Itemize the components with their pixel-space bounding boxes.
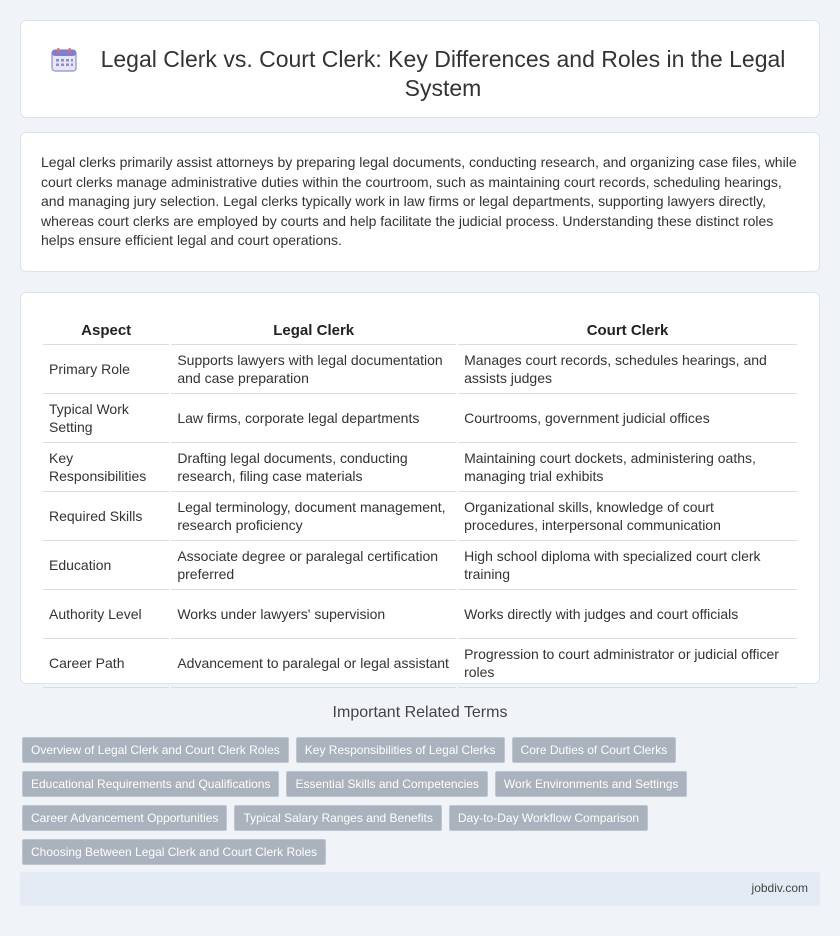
court-clerk-cell: Manages court records, schedules hearings, and assists judges: [458, 345, 797, 394]
related-term-tag[interactable]: Career Advancement Opportunities: [22, 805, 227, 831]
table-row: [43, 541, 797, 590]
court-clerk-cell: High school diploma with specialized court clerk training: [458, 541, 797, 590]
footer-site-link[interactable]: jobdiv.com: [751, 881, 808, 895]
table-row: [43, 345, 797, 394]
aspect-cell: Typical Work Setting: [43, 394, 169, 443]
aspect-cell: Education: [43, 541, 169, 590]
comparison-table-card: [20, 292, 820, 684]
aspect-cell: Required Skills: [43, 492, 169, 541]
legal-clerk-cell: Law firms, corporate legal departments: [171, 394, 456, 443]
related-term-tag[interactable]: Core Duties of Court Clerks: [512, 737, 677, 763]
related-term-tag[interactable]: Overview of Legal Clerk and Court Clerk Roles: [22, 737, 289, 763]
legal-clerk-cell: Advancement to paralegal or legal assistant: [171, 639, 456, 688]
related-term-tag[interactable]: Typical Salary Ranges and Benefits: [234, 805, 441, 831]
court-clerk-cell: Progression to court administrator or judicial officer roles: [458, 639, 797, 688]
related-term-tag[interactable]: Essential Skills and Competencies: [286, 771, 487, 797]
court-clerk-cell: Organizational skills, knowledge of court procedures, interpersonal communication: [458, 492, 797, 541]
header-legal-clerk: Legal Clerk: [171, 311, 456, 345]
table-row: [43, 394, 797, 443]
related-term-tag[interactable]: Day-to-Day Workflow Comparison: [449, 805, 648, 831]
court-clerk-cell: Works directly with judges and court officials: [458, 590, 797, 639]
related-term-tag[interactable]: Choosing Between Legal Clerk and Court Clerk Roles: [22, 839, 326, 865]
table-row: [43, 590, 797, 639]
header-court-clerk: Court Clerk: [458, 311, 797, 345]
legal-clerk-cell: Drafting legal documents, conducting research, filing case materials: [171, 443, 456, 492]
header-aspect: Aspect: [43, 311, 169, 345]
intro-paragraph: Legal clerks primarily assist attorneys by preparing legal documents, conducting research, and organizing case files, while court clerks manage administrative duties within the courtroom, such as maintaining court records, scheduling hearings, and managing jury selection. Legal clerks typically work in law firms or legal departments, supporting lawyers directly, whereas court clerks are employed by courts and help facilitate the judicial process. Understanding these distinct roles helps ensure efficient legal and court operations.: [41, 154, 797, 248]
aspect-cell: Primary Role: [43, 345, 169, 394]
aspect-cell: Key Responsibilities: [43, 443, 169, 492]
related-terms-title: Important Related Terms: [332, 704, 508, 721]
page-title: Legal Clerk vs. Court Clerk: Key Differences and Roles in the Legal System: [100, 46, 786, 101]
table-row: [43, 443, 797, 492]
court-clerk-cell: Courtrooms, government judicial offices: [458, 394, 797, 443]
related-term-tag[interactable]: Key Responsibilities of Legal Clerks: [296, 737, 505, 763]
related-term-tag[interactable]: Educational Requirements and Qualifications: [22, 771, 279, 797]
legal-clerk-cell: Legal terminology, document management, research proficiency: [171, 492, 456, 541]
court-clerk-cell: Maintaining court dockets, administering oaths, managing trial exhibits: [458, 443, 797, 492]
footer: [20, 872, 820, 906]
legal-clerk-cell: Works under lawyers' supervision: [171, 590, 456, 639]
comparison-table: [41, 311, 799, 688]
table-row: [43, 639, 797, 688]
related-term-tag[interactable]: Work Environments and Settings: [495, 771, 688, 797]
header-card: [20, 20, 820, 118]
table-header-row: [43, 311, 797, 345]
legal-clerk-cell: Supports lawyers with legal documentation and case preparation: [171, 345, 456, 394]
calendar-icon: [51, 47, 77, 73]
table-row: [43, 492, 797, 541]
aspect-cell: Career Path: [43, 639, 169, 688]
aspect-cell: Authority Level: [43, 590, 169, 639]
intro-card: [20, 132, 820, 272]
related-terms-tags: [22, 737, 722, 873]
legal-clerk-cell: Associate degree or paralegal certification preferred: [171, 541, 456, 590]
